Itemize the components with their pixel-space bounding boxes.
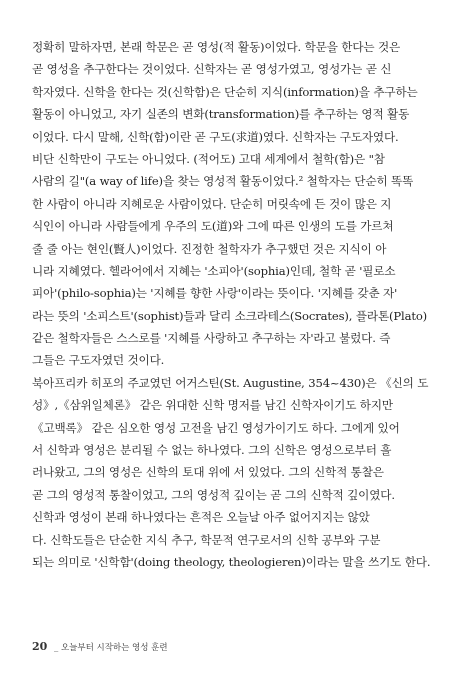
text-line: 신학과 영성이 본래 하나였다는 흔적은 오늘날 아주 없어지지는 않았 (32, 510, 370, 525)
text-line: 줄 줄 아는 현인(賢人)이었다. 진정한 철학자가 추구했던 것은 지식이 아 (32, 241, 387, 256)
text-line: 피아'(philo-sophia)는 '지혜를 향한 사랑'이라는 뜻이다. '지혜를 갖춘 자' (32, 286, 398, 301)
text-line: 활동이 아니었고, 자기 실존의 변화(transformation)를 추구하는 영적 활동 (32, 107, 410, 122)
text-line: 성》,《삼위일체론》 같은 위대한 신학 명저를 남긴 신학자이기도 하지만 (32, 398, 393, 413)
running-title: _ 오늘부터 시작하는 영성 훈련 (54, 643, 168, 653)
paragraph-4 (32, 506, 440, 573)
text-line: 북아프리카 히포의 주교였던 어거스틴(St. Augustine, 354~430)은 《신의 도 (32, 375, 429, 390)
body-text (32, 36, 440, 573)
paragraph-1 (32, 36, 440, 148)
paragraph-3 (32, 372, 440, 506)
text-line: 다. 신학도들은 단순한 지식 추구, 학문적 연구로서의 신학 공부와 구분 (32, 532, 381, 547)
text-line: 러나왔고, 그의 영성은 신학의 토대 위에 서 있었다. 그의 신학적 통찰은 (32, 465, 384, 480)
text-line: 곧 그의 영성적 통찰이었고, 그의 영성적 깊이는 곧 그의 신학적 깊이였다. (32, 487, 395, 502)
page-number: 20 (32, 640, 48, 653)
text-line: 되는 의미로 '신학함'(doing theology, theologieren)이라는 말을 쓰기도 한다. (32, 554, 431, 569)
text-line: 이었다. 다시 말해, 신학(함)이란 곧 구도(求道)였다. 신학자는 구도자였다. (32, 129, 399, 144)
text-line: 니라 지혜였다. 헬라어에서 지혜는 '소피아'(sophia)인데, 철학 곧 '필로소 (32, 263, 396, 278)
text-line: 학자였다. 신학을 한다는 것(신학함)은 단순히 지식(information)을 추구하는 (32, 84, 418, 99)
text-line: 같은 철학자들은 스스로를 '지혜를 사랑하고 추구하는 자'라고 불렀다. 즉 (32, 331, 391, 346)
text-line: 그들은 구도자였던 것이다. (32, 353, 165, 368)
page-footer (32, 640, 168, 653)
text-line: 사람의 길"(a way of life)을 찾는 영성적 활동이었다.² 철학자는 단순히 똑똑 (32, 174, 414, 189)
paragraph-2 (32, 148, 440, 372)
text-line: 식인이 아니라 사람들에게 우주의 도(道)와 그에 따른 인생의 도를 가르쳐 (32, 219, 394, 234)
text-line: 서 신학과 영성은 분리될 수 없는 하나였다. 그의 신학은 영성으로부터 흘 (32, 443, 392, 458)
text-line: 곧 영성을 추구한다는 것이었다. 신학자는 곧 영성가였고, 영성가는 곧 신 (32, 62, 392, 77)
text-line: 《고백록》 같은 심오한 영성 고전을 남긴 영성가이기도 하다. 그에게 있어 (32, 420, 400, 435)
text-line: 라는 뜻의 '소피스트'(sophist)들과 달리 소크라테스(Socrates), 플라톤(Plato) (32, 308, 428, 323)
text-line: 정확히 말하자면, 본래 학문은 곧 영성(적 활동)이었다. 학문을 한다는 것은 (32, 40, 401, 54)
text-line: 비단 신학만이 구도는 아니었다. (적어도) 고대 세계에서 철학(함)은 "참 (32, 151, 385, 166)
text-line: 한 사람이 아니라 지혜로운 사람이었다. 단순히 머릿속에 든 것이 많은 지 (32, 196, 392, 211)
